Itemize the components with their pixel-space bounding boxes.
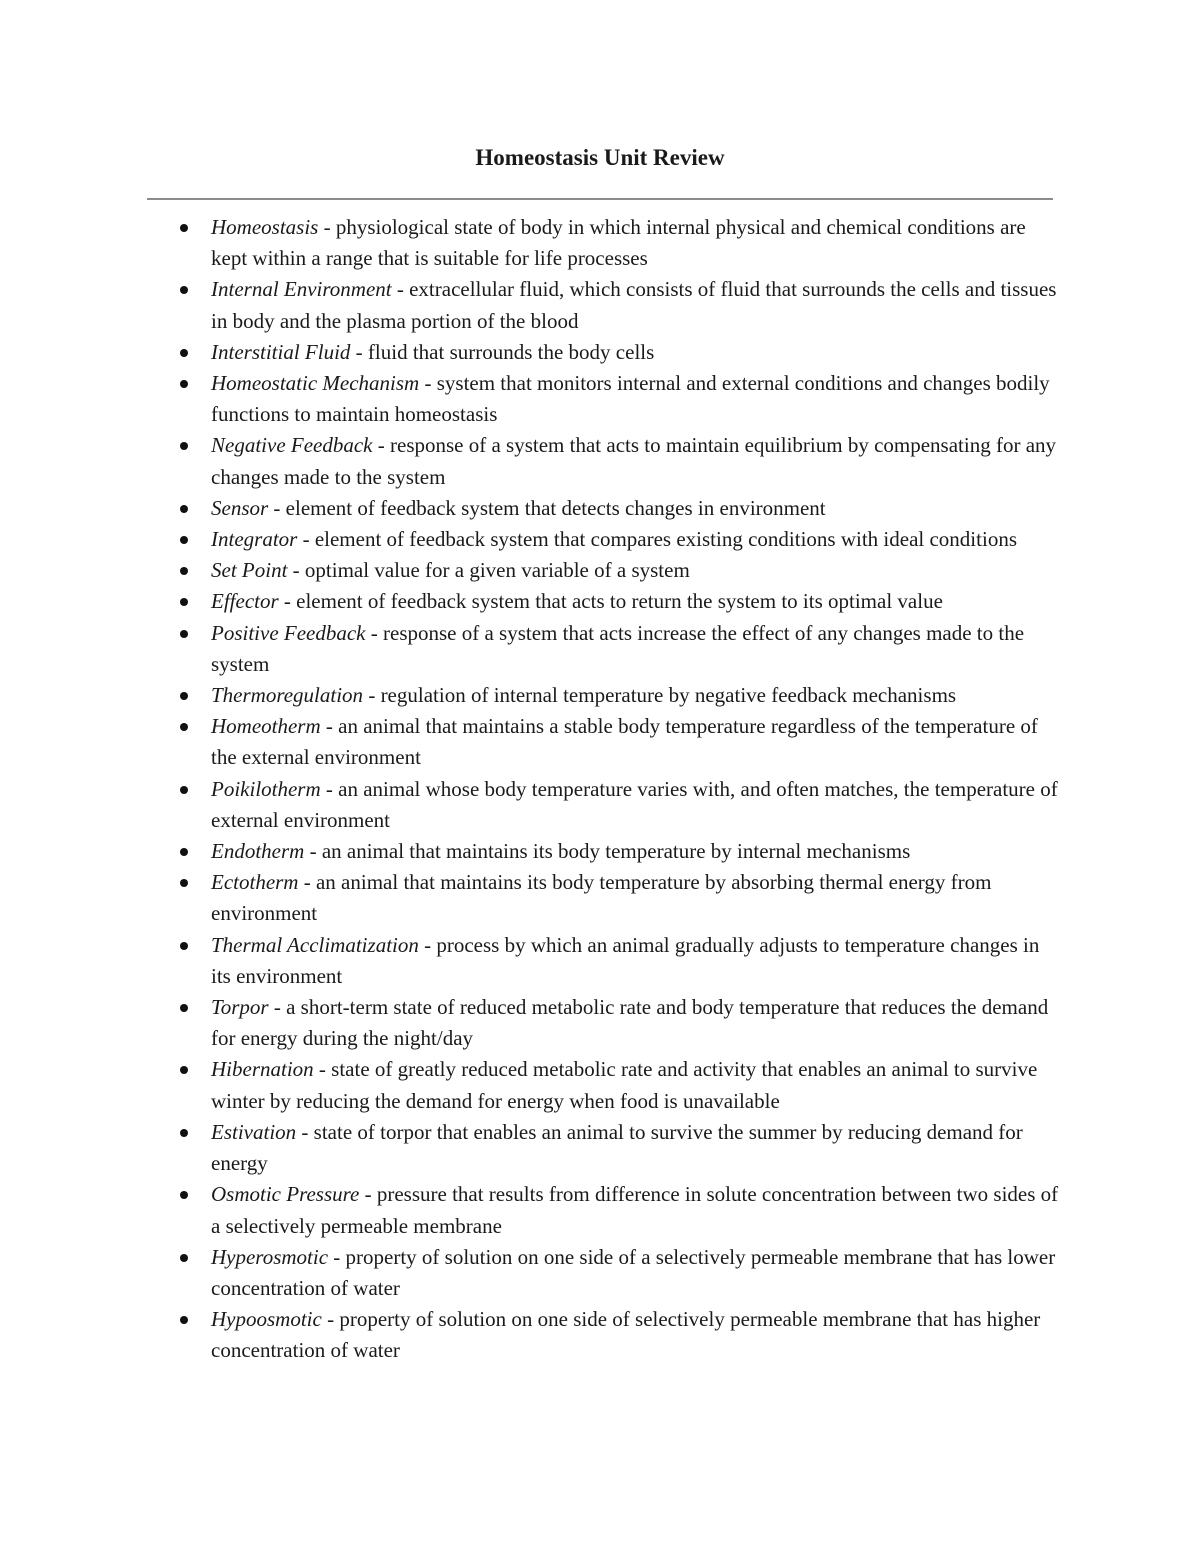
glossary-item [211, 1242, 1061, 1304]
term-separator: - [268, 495, 286, 520]
glossary-item [211, 586, 1061, 617]
glossary-definition: regulation of internal temperature by negative feedback mechanisms [380, 683, 957, 708]
glossary-definition: system that monitors internal and external conditions and changes bodily functions to maintain homeostasis [211, 371, 1050, 427]
glossary-term: Integrator [211, 527, 298, 552]
glossary-item [211, 1054, 1061, 1116]
bullet-icon [180, 567, 188, 575]
term-separator: - [419, 371, 437, 396]
bullet-icon [180, 505, 188, 513]
term-separator: - [278, 589, 297, 614]
glossary-term: Negative Feedback [211, 433, 373, 458]
glossary-term: Homeostatic Mechanism [211, 371, 420, 396]
document-title: Homeostasis Unit Review [475, 145, 725, 170]
glossary-item [211, 555, 1061, 586]
glossary-definition: property of solution on one side of selectively permeable membrane that has higher concentration of water [211, 1307, 1041, 1363]
glossary-term: Effector [211, 589, 279, 614]
glossary-definition: optimal value for a given variable of a system [304, 558, 690, 583]
term-separator: - [287, 558, 305, 583]
glossary-term: Torpor [211, 995, 269, 1020]
glossary-term: Hyperosmotic [211, 1244, 329, 1269]
term-separator: - [298, 870, 316, 895]
bullet-icon [180, 1004, 188, 1012]
glossary-definition: a short-term state of reduced metabolic rate and body temperature that reduces the demand for energy during the night/day [211, 995, 1049, 1051]
glossary-term: Interstitial Fluid [211, 339, 351, 364]
bullet-icon [180, 224, 188, 232]
term-separator: - [304, 839, 322, 864]
bullet-icon [180, 692, 188, 700]
glossary-definition: an animal that maintains its body temperature by internal mechanisms [321, 839, 911, 864]
bullet-icon [180, 536, 188, 544]
glossary-term: Endotherm [211, 839, 305, 864]
glossary-definition: extracellular fluid, which consists of fluid that surrounds the cells and tissues in body and the plasma portion of the blood [211, 277, 1057, 333]
bullet-icon [180, 942, 188, 950]
glossary-item [211, 680, 1061, 711]
term-separator: - [391, 277, 410, 302]
term-separator: - [365, 620, 384, 645]
glossary-item [211, 836, 1061, 867]
term-separator: - [372, 433, 390, 458]
glossary-definition: element of feedback system that compares existing conditions with ideal conditions [314, 527, 1017, 552]
glossary-definition: property of solution on one side of a selectively permeable membrane that has lower concentration of water [211, 1244, 1056, 1300]
glossary-definition: physiological state of body in which internal physical and chemical conditions are kept within a range that is suitable for life processes [211, 215, 1026, 271]
glossary-definition: fluid that surrounds the body cells [367, 339, 655, 364]
bullet-icon [180, 1191, 188, 1199]
glossary-term: Thermal Acclimatization [211, 932, 419, 957]
glossary-item [211, 930, 1061, 992]
glossary-list [211, 212, 1061, 1367]
glossary-item [211, 1179, 1061, 1241]
bullet-icon [180, 879, 188, 887]
term-separator: - [318, 215, 336, 239]
glossary-term: Homeotherm [211, 714, 321, 739]
term-separator: - [268, 995, 287, 1020]
glossary-definition: element of feedback system that acts to return the system to its optimal value [296, 589, 943, 614]
bullet-icon [180, 1066, 188, 1074]
glossary-item [211, 1117, 1061, 1179]
term-separator: - [297, 527, 315, 552]
glossary-item [211, 992, 1061, 1054]
bullet-icon [180, 598, 188, 606]
glossary-definition: state of torpor that enables an animal to survive the summer by reducing demand for energy [211, 1119, 1023, 1176]
glossary-item [211, 867, 1061, 929]
glossary-term: Homeostasis [211, 215, 319, 239]
glossary-item [211, 212, 1061, 274]
glossary-item [211, 430, 1061, 492]
glossary-item [211, 368, 1061, 430]
bullet-icon [180, 1316, 188, 1324]
glossary-item [211, 618, 1061, 680]
term-separator: - [328, 1244, 346, 1269]
term-separator: - [321, 1307, 340, 1332]
term-separator: - [320, 714, 339, 739]
glossary-definition: response of a system that acts to maintain equilibrium by compensating for any changes made to the system [211, 433, 1057, 489]
glossary-item [211, 493, 1061, 524]
bullet-icon [180, 1254, 188, 1262]
bullet-icon [180, 349, 188, 357]
bullet-icon [180, 442, 188, 450]
glossary-definition: an animal that maintains its body temperature by absorbing thermal energy from environment [211, 870, 992, 926]
glossary-item [211, 524, 1061, 555]
term-separator: - [363, 683, 381, 708]
glossary-term: Set Point [211, 558, 288, 583]
glossary-definition: process by which an animal gradually adjusts to temperature changes in its environment [211, 932, 1040, 988]
glossary-item [211, 774, 1061, 836]
term-separator: - [350, 339, 368, 364]
glossary-item [211, 711, 1061, 773]
glossary-item [211, 1304, 1061, 1366]
bullet-icon [180, 786, 188, 794]
glossary-definition: state of greatly reduced metabolic rate and activity that enables an animal to survive winter by reducing the demand for energy when food is unavailable [211, 1057, 1038, 1113]
glossary-term: Internal Environment [211, 277, 392, 302]
bullet-icon [180, 1129, 188, 1137]
glossary-term: Poikilotherm [211, 776, 321, 801]
glossary-term: Osmotic Pressure [211, 1182, 360, 1207]
glossary-definition: response of a system that acts increase the effect of any changes made to the system [211, 620, 1025, 676]
glossary-term: Positive Feedback [211, 620, 366, 645]
glossary-term: Ectotherm [211, 870, 299, 895]
glossary-item [211, 274, 1061, 336]
bullet-icon [180, 630, 188, 638]
glossary-term: Hibernation [211, 1057, 314, 1082]
bullet-icon [180, 848, 188, 856]
glossary-definition: an animal whose body temperature varies with, and often matches, the temperature of external environment [211, 776, 1058, 832]
title-divider [147, 198, 1053, 200]
bullet-icon [180, 380, 188, 388]
term-separator: - [359, 1182, 377, 1207]
bullet-icon [180, 286, 188, 294]
bullet-icon [180, 723, 188, 731]
term-separator: - [418, 932, 437, 957]
glossary-definition: pressure that results from difference in solute concentration between two sides of a selectively permeable membrane [211, 1182, 1059, 1238]
term-separator: - [296, 1119, 314, 1144]
glossary-item [211, 337, 1061, 368]
glossary-term: Thermoregulation [211, 683, 364, 708]
glossary-definition: an animal that maintains a stable body temperature regardless of the temperature of the external environment [211, 714, 1038, 770]
glossary-term: Hypoosmotic [211, 1307, 322, 1332]
term-separator: - [320, 776, 339, 801]
glossary-term: Sensor [211, 495, 269, 520]
glossary-definition: element of feedback system that detects changes in environment [285, 495, 826, 520]
term-separator: - [313, 1057, 332, 1082]
glossary-term: Estivation [211, 1119, 297, 1144]
